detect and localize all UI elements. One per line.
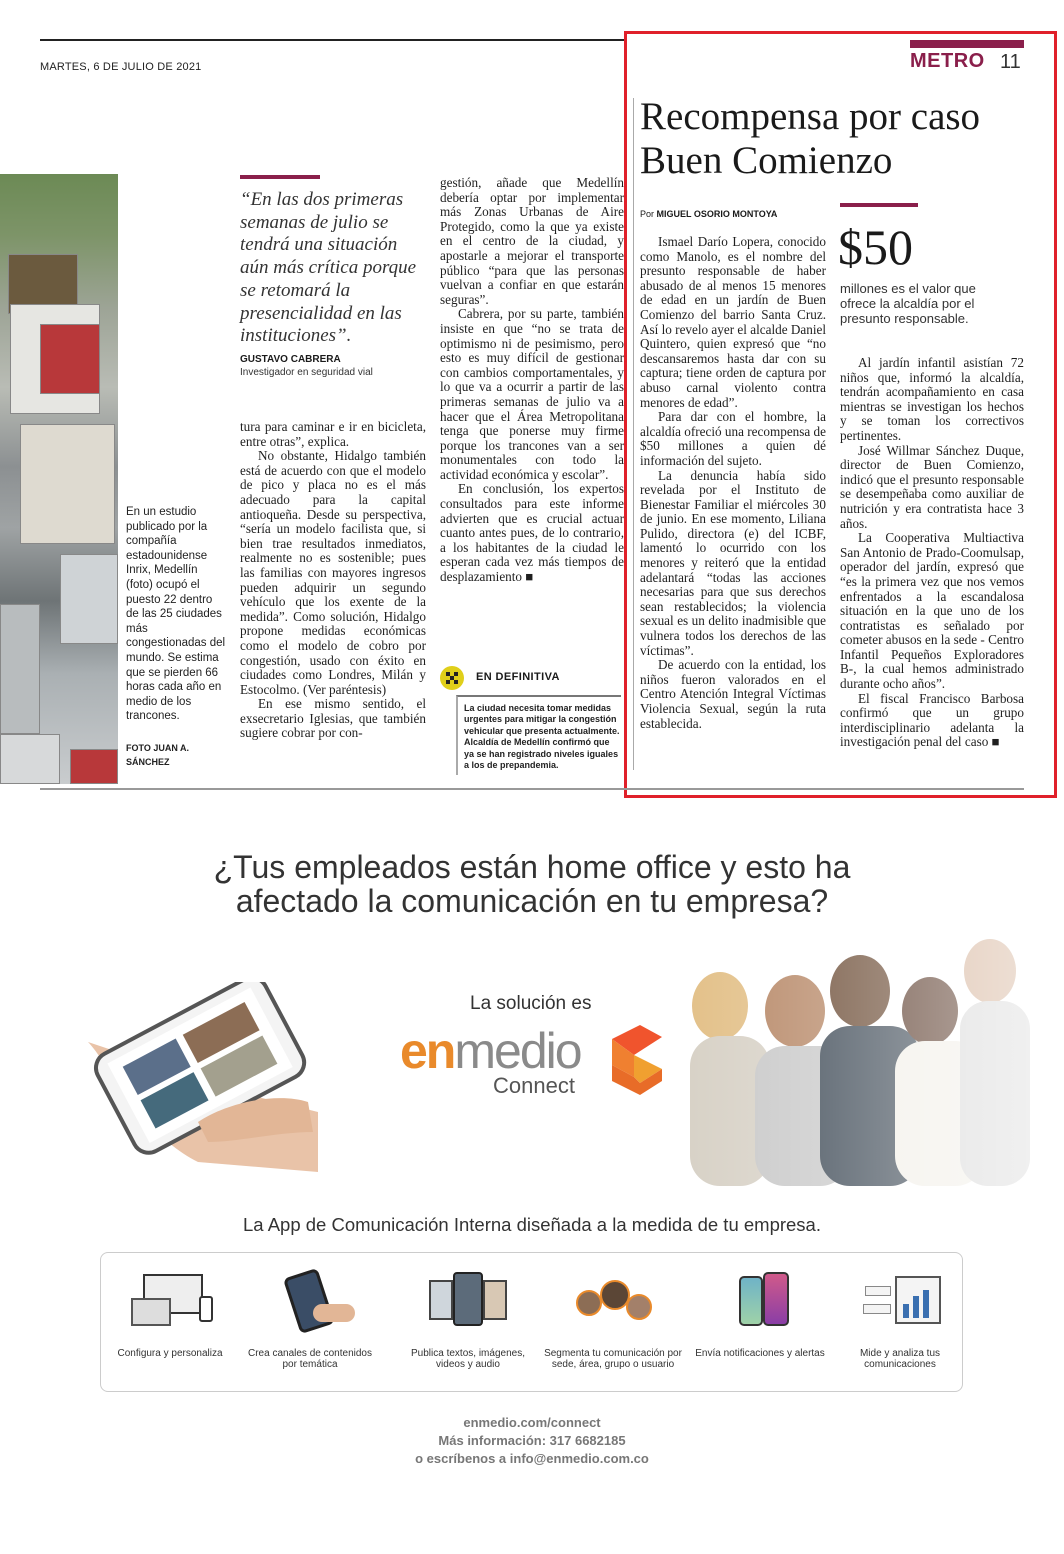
feature-notifications xyxy=(690,1268,830,1359)
contact-website[interactable]: enmedio.com/connect xyxy=(463,1415,601,1430)
byline-author: MIGUEL OSORIO MONTOYA xyxy=(656,209,778,219)
column-c xyxy=(440,176,624,585)
ad-tagline: La App de Comunicación Interna diseñada a la medida de tu empresa. xyxy=(243,1214,821,1235)
pull-text: millones es el valor que ofrece la alcaldía por el presunto responsable. xyxy=(840,281,976,326)
paragraph: Ismael Darío Lopera, conocido como Manolo, es el nombre del presunto responsable de haber abusado de al menos 15 menores de edad en un jardín de Buen Comienzo del barrio Santa Cruz. Así lo revelo ayer el alcalde Daniel Quintero, quien expresó que “no descansaremos hasta dar con su captura; tiene orden de captura por abuso carnal violento contra menores de edad”. xyxy=(640,234,827,410)
paragraph: gestión, añade que Medellín debería optar por implementar más Zonas Urbanas de Aire Protegido, como la que ya existe en el centro de la ciudad, y apostarle a mejorar el transporte público “para que las personas vuelvan a confiar en que estarán seguras”. xyxy=(440,175,624,307)
brand-logo-text xyxy=(400,1022,581,1080)
column-d xyxy=(640,235,826,731)
pull-value: $50 xyxy=(838,219,913,275)
column-e xyxy=(840,356,1024,750)
article-rule xyxy=(633,98,634,770)
article-headline: Recompensa por caso Buen Comienzo xyxy=(640,95,981,182)
photo-credit: FOTO JUAN A. SÁNCHEZ xyxy=(126,743,190,767)
media-screens-icon xyxy=(423,1268,513,1334)
brand-connect: Connect xyxy=(493,1073,575,1098)
section-name: METRO xyxy=(910,50,985,72)
byline-prefix: Por xyxy=(640,209,655,219)
paragraph: No obstante, Hidalgo también está de acuerdo con que el modelo de pico y placa no es el más adecuado para la capital antioqueña. Desde su perspectiva, “sería un modelo facilista que, si bien trae resultados inmediatos, realmente no es sostenible; pues las familias con mayores ingresos pueden adquirir un segundo vehículo que los exente de la medida”. Como solución, Hidalgo propone medidas económicas como el modelo de cobro por congestión, usado con éxito en ciudades como Londres, Milán y Estocolmo. (Ver paréntesis) xyxy=(240,448,426,697)
quote-author-role: Investigador en seguridad vial xyxy=(240,367,373,378)
paragraph: tura para caminar e ir en bicicleta, entre otras”, explica. xyxy=(240,419,426,449)
user-groups-icon xyxy=(568,1268,658,1334)
people-image xyxy=(690,936,1030,1186)
quote-text: “En las dos primeras semanas de julio se tendrá una situación aún más crítica porque se retomará la presencialidad en las instituciones”. xyxy=(240,189,417,347)
paragraph: Para dar con el hombre, la alcaldía ofreció una recompensa de $50 millones a quien dé información del sujeto. xyxy=(640,409,826,468)
brand-en: en xyxy=(400,1023,455,1079)
quote-rule xyxy=(240,175,320,179)
feature-label: Envía notificaciones y alertas xyxy=(695,1348,825,1359)
ad-contact xyxy=(0,1414,1064,1468)
feature-publish xyxy=(398,1268,538,1370)
feature-label: Mide y analiza tus comunicaciones xyxy=(859,1348,941,1370)
traffic-photo xyxy=(0,174,118,784)
paragraph: En conclusión, los expertos consultados para este informe advierten que es crucial actuar cuanto antes pues, de lo contrario, a los habitantes de la ciudad le esperan cada vez más tiempos de desplazamiento ■ xyxy=(440,481,624,585)
feature-label: Segmenta tu comunicación por sede, área, grupo o usuario xyxy=(544,1348,682,1370)
paragraph: Al jardín infantil asistían 72 niños que, informó la alcaldía, tendrán acompañamiento en casa mientras se investigan los hechos y se toman los correctivos pertinentes. xyxy=(840,355,1024,443)
feature-segment xyxy=(543,1268,683,1370)
paragraph: La denuncia había sido revelada por el Instituto de Bienestar Familiar el miércoles 30 de junio. En ese momento, Liliana Pulido, directora (e) del ICBF, lamentó lo ocurrido con los menores y reiteró que la entidad adelantará “todas las acciones necesarias para que sus derechos sean restablecidos; la violencia sexual es un delito inadmisible que vulnera todos los derechos de las víctimas”. xyxy=(640,467,826,658)
enmedio-logo-icon xyxy=(604,1025,664,1095)
summary-text: La ciudad necesita tomar medidas urgentes para mitigar la congestión vehicular que presenta actualmente. Alcaldía de Medellín confirmó que ya se han registrado niveles iguales a los de prepandemia. xyxy=(464,703,620,771)
quote-author: GUSTAVO CABRERA xyxy=(240,354,341,365)
feature-label: Publica textos, imágenes, videos y audio xyxy=(411,1348,525,1370)
ad-headline xyxy=(0,850,1064,918)
contact-email[interactable]: o escríbenos a info@enmedio.com.co xyxy=(415,1451,649,1466)
page-number: 11 xyxy=(1000,51,1021,73)
feature-analytics xyxy=(830,1268,970,1370)
ad-headline-line: afectado la comunicación en tu empresa? xyxy=(235,883,829,919)
pull-rule xyxy=(840,203,918,207)
phones-icon xyxy=(715,1268,805,1334)
paragraph: El fiscal Francisco Barbosa confirmó que un grupo interdisciplinario adelanta la investigación penal del caso ■ xyxy=(840,690,1024,750)
paragraph: La Cooperativa Multiactiva San Antonio de Prado-Coomulsap, operador del jardín, expresó que “es la primera vez que nos vemos enfrentados a la escandalosa situación en la que uno de los contratistas es señalado por cometer abusos en la sede - Centro Infantil Pequeños Exploradores B-, la cual hemos administrado durante ocho años”. xyxy=(840,530,1024,692)
summary-icon xyxy=(440,666,464,690)
contact-phone: Más información: 317 6682185 xyxy=(438,1433,626,1448)
issue-date: MARTES, 6 DE JULIO DE 2021 xyxy=(40,61,202,73)
analytics-chart-icon xyxy=(855,1268,945,1334)
paragraph: Cabrera, por su parte, también insiste en que “no se trata de optimismo ni de pesimismo, pero esto es muy difícil de gestionar con cambios comportamentales, y lo que va a ocurrir a partir de las primeras semanas de julio va a hacer que el Área Metropolitana tenga que ponerse muy firme porque los trancones van a ser monumentales con todo la actividad económica y escolar”. xyxy=(440,306,624,482)
bottom-rule xyxy=(40,788,1024,790)
paragraph: De acuerdo con la entidad, los niños fueron valorados en el Centro Atención Integral Víctimas Violencia Sexual, según la ruta establecida. xyxy=(640,657,826,731)
paragraph: José Willmar Sánchez Duque, director de Buen Comienzo, indicó que el presunto responsable se desempeñaba como auxiliar de nutrición y era contratista hace 3 años. xyxy=(840,442,1024,531)
devices-icon xyxy=(125,1268,215,1334)
feature-channels xyxy=(240,1268,380,1370)
byline xyxy=(640,209,777,219)
photo-caption: En un estudio publicado por la compañía estadounidense Inrix, Medellín (foto) ocupó el puesto 22 dentro de las 25 ciudades más congestionadas del mundo. Se estima que se pierden 66 horas cada año en medio de los trancones. xyxy=(126,506,226,723)
top-rule xyxy=(40,39,625,41)
feature-label: Crea canales de contenidos por temática xyxy=(248,1348,372,1370)
feature-label: Configura y personaliza xyxy=(117,1348,223,1359)
ad-headline-line: ¿Tus empleados están home office y esto ha xyxy=(213,849,851,885)
hand-phone-icon xyxy=(265,1268,355,1334)
ad-solution: La solución es xyxy=(470,993,592,1014)
column-b xyxy=(240,420,426,741)
paragraph: En ese mismo sentido, el exsecretario Iglesias, que también sugiere cobrar por con- xyxy=(240,696,426,741)
phone-hand-image xyxy=(78,982,318,1172)
summary-title: EN DEFINITIVA xyxy=(476,671,560,683)
feature-configure xyxy=(100,1268,240,1359)
brand-medio: medio xyxy=(454,1023,581,1079)
